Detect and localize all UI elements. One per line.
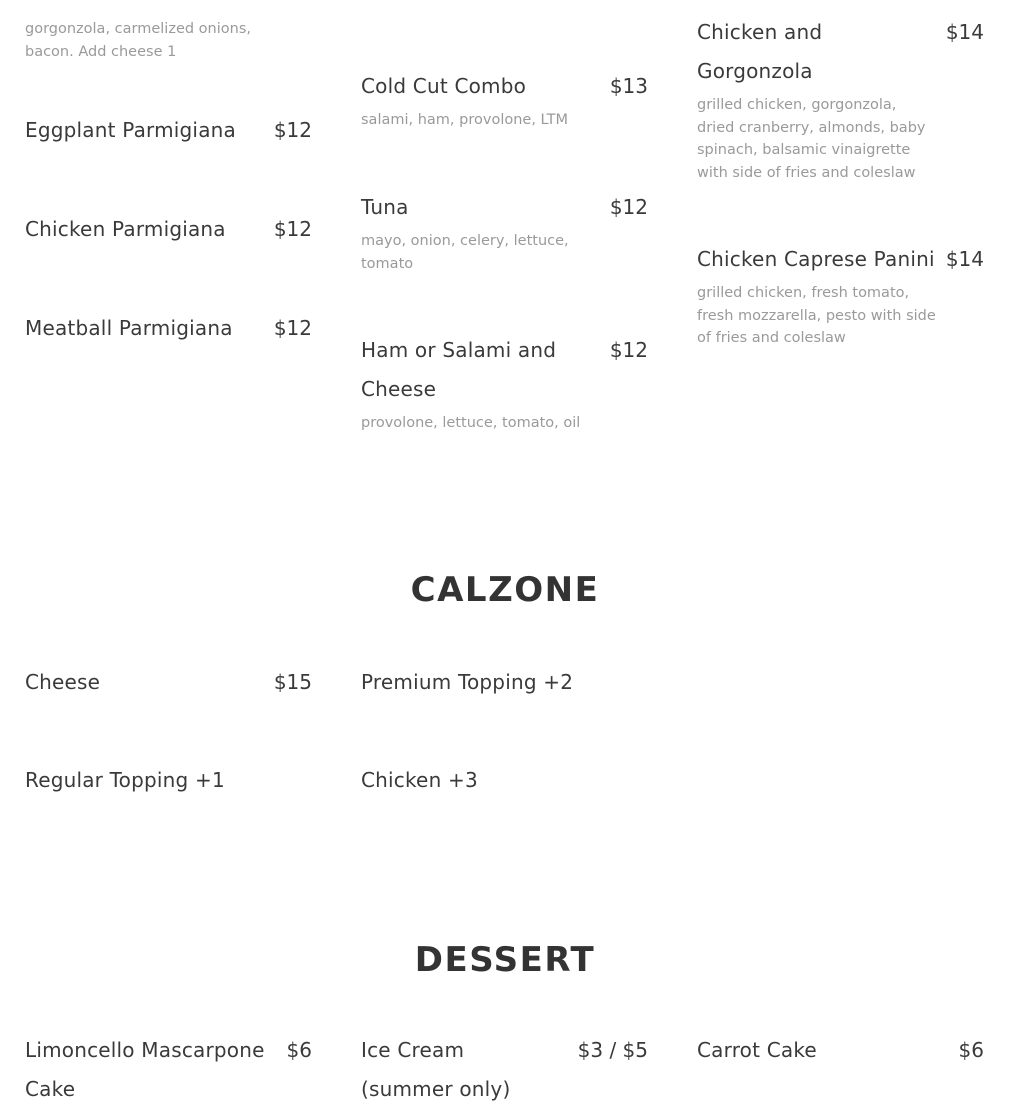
dessert-item-ice-cream	[361, 1031, 648, 1109]
dessert-item-carrot-cake	[697, 1031, 984, 1070]
item-name: Meatball Parmigiana	[25, 316, 233, 340]
item-description: grilled chicken, fresh tomato, fresh mozzarella, pesto with side of fries and coleslaw	[697, 285, 936, 346]
item-name: Regular Topping +1	[25, 768, 225, 792]
item-price: $12	[273, 118, 312, 142]
item-name: Eggplant Parmigiana	[25, 118, 236, 142]
item-price: $13	[609, 74, 648, 98]
item-name: Limoncello Mascarpone Cake	[25, 1038, 265, 1101]
calzone-item-cheese	[25, 663, 312, 702]
item-price: $15	[273, 670, 312, 694]
item-name: Ice Cream (summer only)	[361, 1038, 511, 1101]
calzone-item-chicken	[361, 761, 648, 800]
menu-item-ham-or-salami-and-cheese	[361, 331, 648, 435]
item-name: Carrot Cake	[697, 1038, 817, 1062]
menu-item-meatball-parmigiana	[25, 309, 312, 348]
item-price: $3 / $5	[577, 1038, 648, 1062]
item-price: $14	[945, 247, 984, 271]
item-name: Ham or Salami and Cheese	[361, 338, 557, 401]
item-description: provolone, lettuce, tomato, oil	[361, 415, 581, 431]
item-name: Chicken Caprese Panini	[697, 247, 935, 271]
item-description: grilled chicken, gorgonzola, dried cranberry, almonds, baby spinach, balsamic vinaigrette with side of fries and coleslaw	[697, 97, 926, 181]
item-price: $6	[286, 1038, 312, 1062]
item-price: $12	[273, 217, 312, 241]
menu-item-eggplant-parmigiana	[25, 111, 312, 150]
item-name: Tuna	[361, 195, 409, 219]
item-name: Chicken Parmigiana	[25, 217, 226, 241]
item-price: $14	[945, 20, 984, 44]
item-description: salami, ham, provolone, LTM	[361, 112, 568, 128]
menu-item-tuna	[361, 188, 648, 275]
item-price: $6	[958, 1038, 984, 1062]
item-price: $12	[609, 338, 648, 362]
calzone-item-regular-topping	[25, 761, 312, 800]
item-description: gorgonzola, carmelized onions, bacon. Add cheese 1	[25, 21, 251, 60]
section-title-dessert: DESSERT	[414, 940, 596, 980]
item-name: Chicken and Gorgonzola	[697, 20, 823, 83]
item-name: Chicken +3	[361, 768, 478, 792]
item-name: Cold Cut Combo	[361, 74, 527, 98]
item-description: mayo, onion, celery, lettuce, tomato	[361, 233, 569, 272]
item-price: $12	[273, 316, 312, 340]
section-title-calzone: CALZONE	[410, 570, 600, 610]
item-name: Premium Topping +2	[361, 670, 574, 694]
menu-item-carryover	[25, 18, 312, 63]
menu-item-chicken-parmigiana	[25, 210, 312, 249]
menu-item-chicken-and-gorgonzola	[697, 13, 984, 184]
item-price: $12	[609, 195, 648, 219]
menu-item-cold-cut-combo	[361, 67, 648, 132]
calzone-item-premium-topping	[361, 663, 648, 702]
item-name: Cheese	[25, 670, 101, 694]
menu-item-chicken-caprese-panini	[697, 240, 984, 350]
dessert-item-limoncello-mascarpone-cake	[25, 1031, 312, 1109]
